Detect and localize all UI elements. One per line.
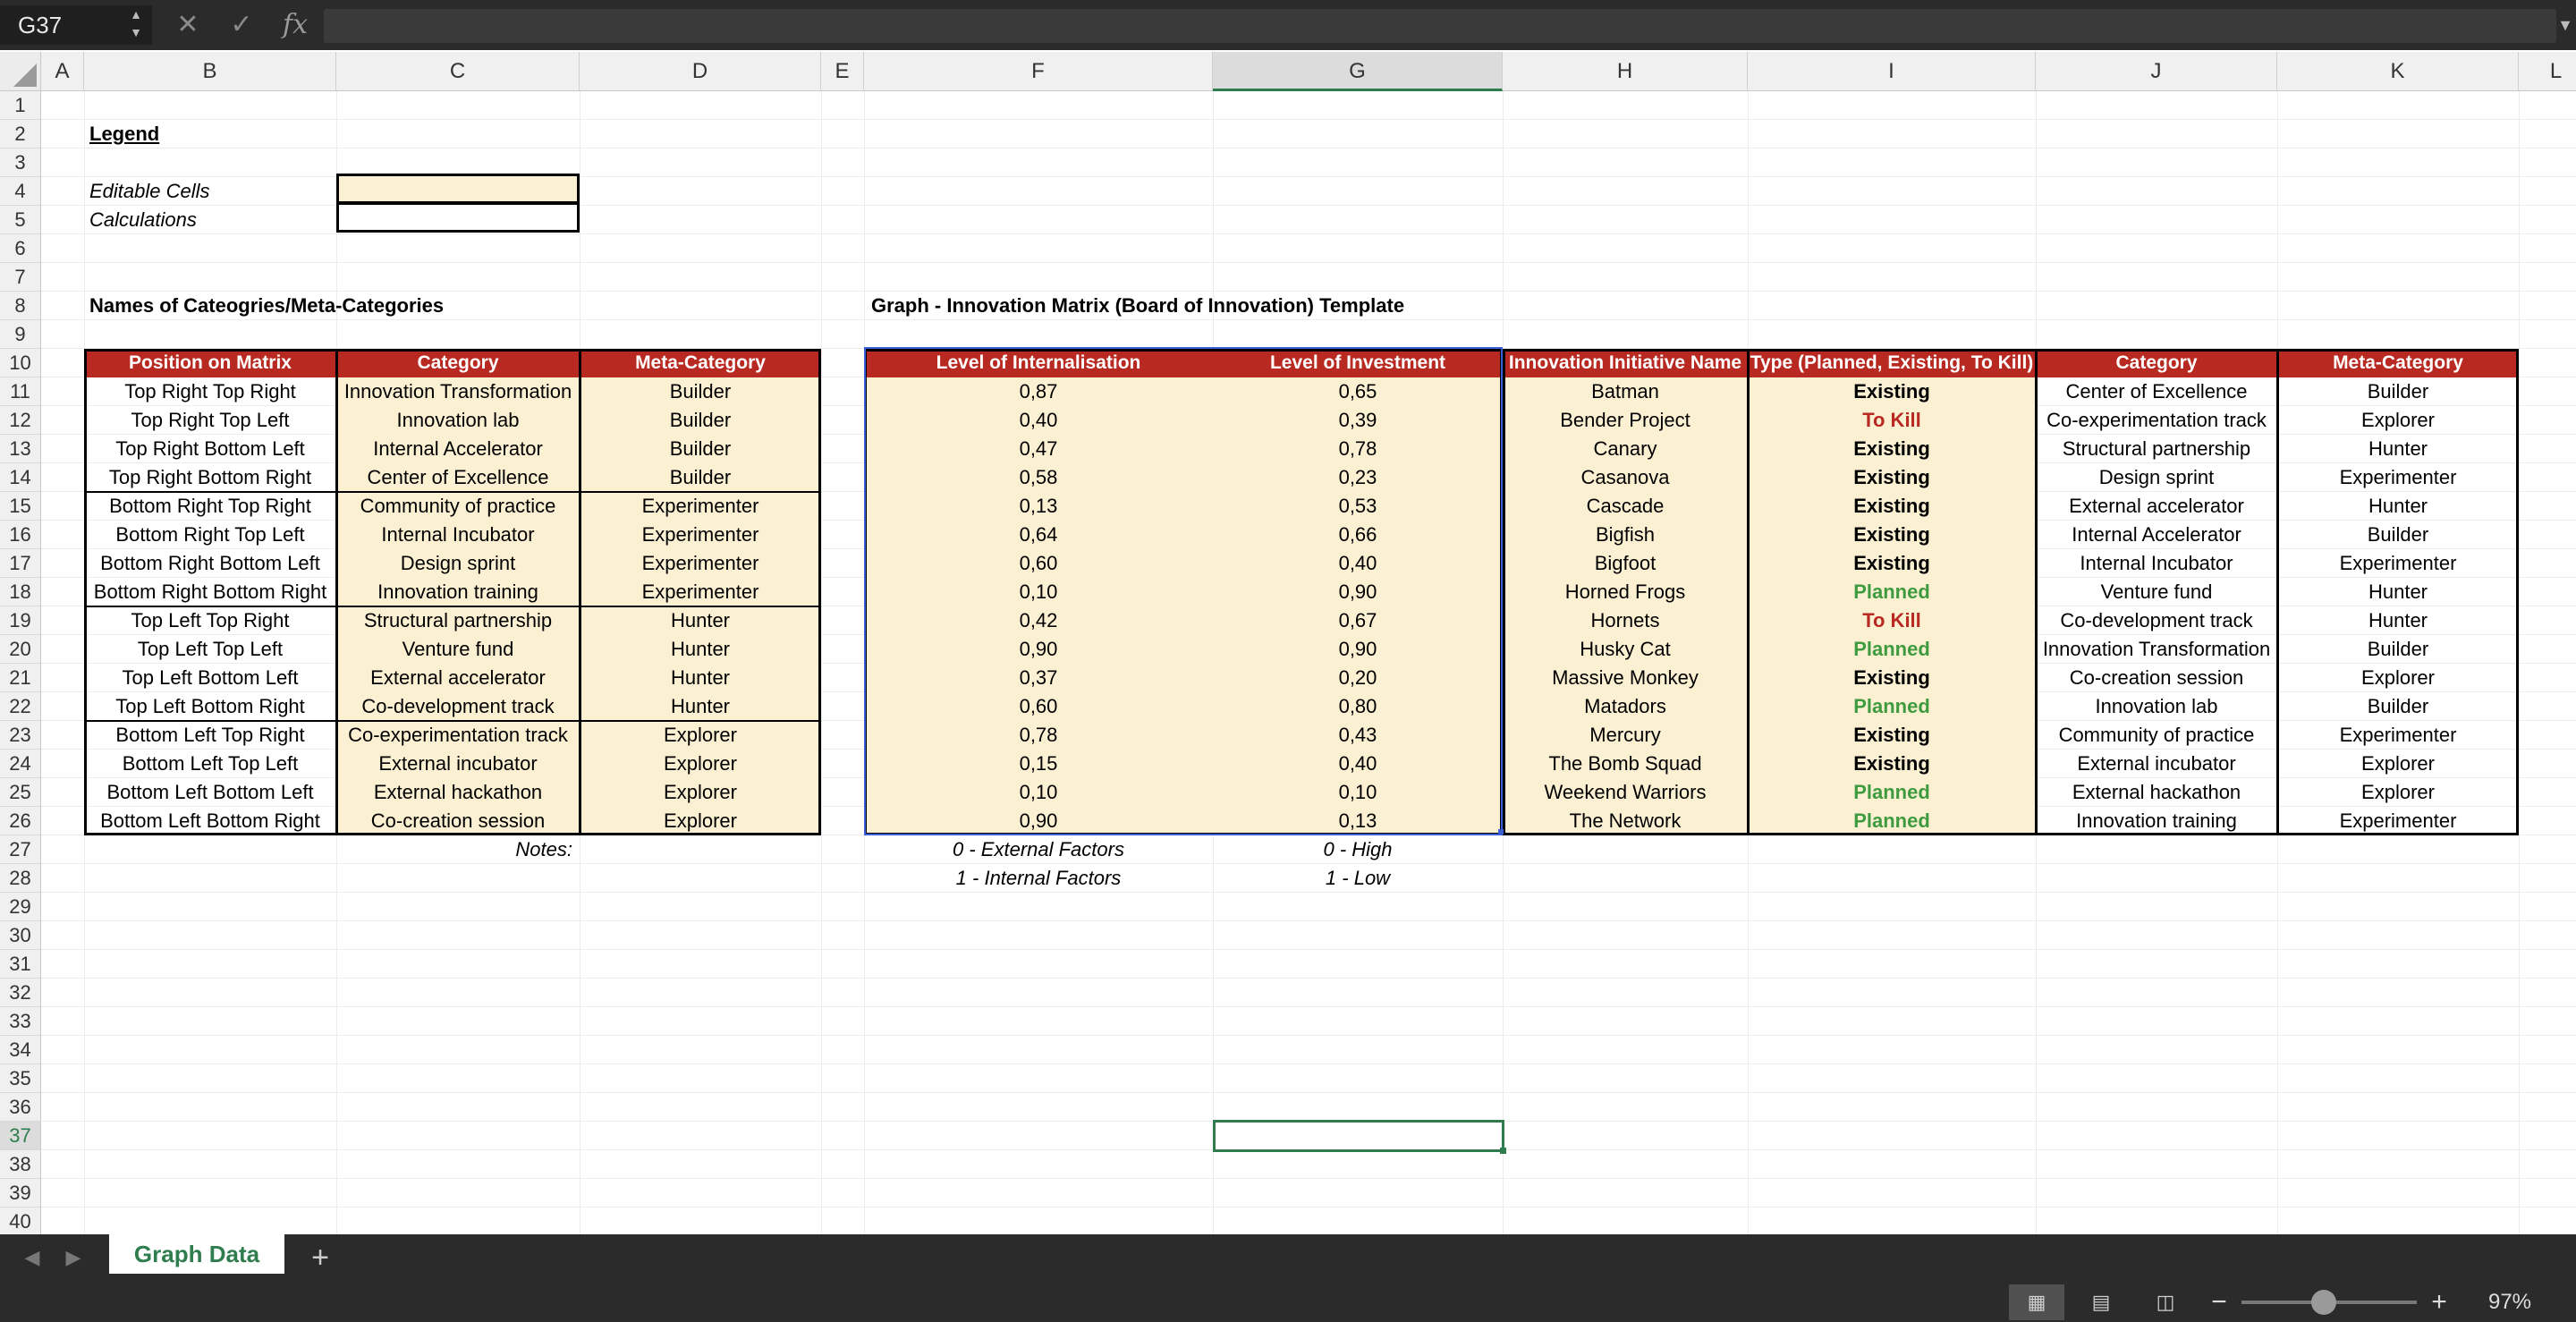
check-icon[interactable]: ✓: [230, 10, 253, 39]
row-header-20[interactable]: 20: [0, 635, 41, 664]
graph-cell: Existing: [1853, 552, 1930, 574]
categories-cell: Design sprint: [400, 552, 516, 574]
row-header-35[interactable]: 35: [0, 1064, 41, 1093]
graph-cell: 0,87: [1019, 380, 1058, 403]
gridline-horizontal: [41, 1207, 2576, 1208]
graph-cell: Experimenter: [2339, 724, 2457, 746]
graph-cell: Existing: [1853, 724, 1930, 746]
categories-cell: Bottom Left Bottom Left: [106, 781, 314, 803]
categories-cell: Hunter: [670, 666, 731, 689]
graph-cell: Bigfish: [1595, 523, 1656, 546]
note-invest-0: 0 - High: [1323, 838, 1393, 860]
row-header-29[interactable]: 29: [0, 893, 41, 921]
formula-input[interactable]: [324, 9, 2556, 43]
graph-cell: 0,47: [1019, 437, 1058, 460]
row-header-40[interactable]: 40: [0, 1208, 41, 1234]
categories-cell: Top Right Top Right: [124, 380, 296, 403]
active-cell-fill-handle[interactable]: [1500, 1148, 1506, 1154]
graph-cell: Center of Excellence: [2065, 380, 2248, 403]
categories-cell: Bottom Left Top Left: [122, 752, 299, 775]
categories-cell: Hunter: [670, 638, 731, 660]
note-internal-1: 1 - Internal Factors: [955, 867, 1122, 889]
note-internal-0: 0 - External Factors: [953, 838, 1124, 860]
row-header-25[interactable]: 25: [0, 778, 41, 807]
graph-cell: 0,78: [1338, 437, 1377, 460]
graph-cell: Builder: [2367, 638, 2429, 660]
categories-cell: Innovation lab: [396, 409, 520, 431]
row-header-26[interactable]: 26: [0, 807, 41, 835]
categories-column-divider: [579, 349, 581, 835]
gridline-horizontal: [41, 1178, 2576, 1179]
graph-cell: Bender Project: [1560, 409, 1690, 431]
graph-cell: Co-creation session: [2069, 666, 2244, 689]
graph-cell: 0,37: [1019, 666, 1058, 689]
graph-cell: Husky Cat: [1580, 638, 1671, 660]
row-header-38[interactable]: 38: [0, 1150, 41, 1179]
row-header-19[interactable]: 19: [0, 606, 41, 635]
categories-table-border: [84, 349, 821, 835]
categories-cell: Explorer: [664, 781, 737, 803]
graph-cell: 0,43: [1338, 724, 1377, 746]
graph-cell: 0,40: [1338, 752, 1377, 775]
categories-cell: Builder: [669, 380, 732, 403]
graph-cell: Internal Incubator: [2080, 552, 2233, 574]
column-header-h[interactable]: H: [1503, 52, 1748, 91]
column-header-a[interactable]: A: [41, 52, 84, 91]
column-header-f[interactable]: F: [864, 52, 1213, 91]
row-header-17[interactable]: 17: [0, 549, 41, 578]
graph-column-divider: [1747, 349, 1750, 835]
graph-cell: 0,58: [1019, 466, 1058, 488]
graph-cell: The Bomb Squad: [1548, 752, 1702, 775]
graph-header-cell: Category: [2115, 352, 2198, 373]
active-cell-outline[interactable]: [1213, 1120, 1504, 1152]
categories-cell: Builder: [669, 466, 732, 488]
categories-cell: Top Left Top Left: [137, 638, 284, 660]
select-all-button[interactable]: [0, 52, 41, 91]
gridline-horizontal: [41, 119, 2576, 120]
legend-editable-label: Editable Cells: [89, 180, 210, 202]
cross-icon[interactable]: ✕: [176, 10, 199, 39]
row-header-9[interactable]: 9: [0, 320, 41, 349]
row-header-16[interactable]: 16: [0, 521, 41, 549]
graph-lookup-border: [1503, 349, 2519, 835]
categories-cell: Bottom Left Bottom Right: [100, 809, 320, 832]
row-header-7[interactable]: 7: [0, 263, 41, 292]
row-header-27[interactable]: 27: [0, 835, 41, 864]
row-header-15[interactable]: 15: [0, 492, 41, 521]
row-header-39[interactable]: 39: [0, 1179, 41, 1208]
graph-cell: 0,90: [1019, 638, 1058, 660]
graph-cell: 0,10: [1019, 580, 1058, 603]
graph-cell: Builder: [2367, 380, 2429, 403]
graph-cell: 0,39: [1338, 409, 1377, 431]
minus-icon[interactable]: −: [2211, 1287, 2227, 1317]
categories-cell: Top Right Top Left: [131, 409, 290, 431]
column-header-k[interactable]: K: [2277, 52, 2519, 91]
tab-prev-icon[interactable]: ◀: [24, 1246, 40, 1268]
graph-header-cell: Meta-Category: [2333, 352, 2463, 373]
chevron-down-icon[interactable]: ▼: [2557, 16, 2573, 34]
graph-header-cell: Innovation Initiative Name: [1508, 352, 1742, 373]
categories-cell: Explorer: [664, 809, 737, 832]
graph-title: Graph - Innovation Matrix (Board of Innovation) Template: [871, 294, 1405, 317]
graph-cell: External accelerator: [2069, 495, 2244, 517]
graph-cell: 0,90: [1019, 809, 1058, 832]
graph-cell: Planned: [1853, 580, 1930, 603]
categories-cell: Bottom Left Top Right: [115, 724, 305, 746]
gridline-horizontal: [41, 233, 2576, 234]
categories-cell: Top Right Bottom Right: [108, 466, 312, 488]
categories-cell: Co-experimentation track: [348, 724, 568, 746]
row-header-18[interactable]: 18: [0, 578, 41, 606]
graph-cell: Experimenter: [2339, 552, 2457, 574]
normal-view-icon[interactable]: ▦: [2009, 1284, 2064, 1320]
row-header-8[interactable]: 8: [0, 292, 41, 320]
graph-cell: Existing: [1853, 380, 1930, 403]
graph-cell: 0,53: [1338, 495, 1377, 517]
column-header-g[interactable]: G: [1213, 52, 1503, 91]
categories-cell: Co-development track: [361, 695, 555, 717]
column-header-i[interactable]: I: [1748, 52, 2036, 91]
graph-cell: 0,90: [1338, 580, 1377, 603]
graph-cell: Existing: [1853, 523, 1930, 546]
graph-cell: Hunter: [2368, 437, 2428, 460]
graph-cell: Builder: [2367, 695, 2429, 717]
notes-label: Notes:: [515, 838, 572, 860]
graph-cell: 0,10: [1019, 781, 1058, 803]
range-fill-handle[interactable]: [1498, 829, 1504, 835]
row-header-36[interactable]: 36: [0, 1093, 41, 1122]
categories-cell: Innovation Transformation: [343, 380, 572, 403]
row-header-22[interactable]: 22: [0, 692, 41, 721]
row-header-4[interactable]: 4: [0, 177, 41, 206]
categories-cell: Explorer: [664, 752, 737, 775]
graph-cell: Existing: [1853, 437, 1930, 460]
graph-cell: 0,60: [1019, 695, 1058, 717]
row-header-31[interactable]: 31: [0, 950, 41, 979]
graph-cell: Planned: [1853, 638, 1930, 660]
graph-cell: Explorer: [2361, 752, 2435, 775]
categories-cell: Top Right Bottom Left: [115, 437, 305, 460]
categories-cell: Hunter: [670, 609, 731, 631]
graph-cell: Explorer: [2361, 409, 2435, 431]
graph-cell: Planned: [1853, 809, 1930, 832]
row-header-23[interactable]: 23: [0, 721, 41, 750]
graph-cell: Weekend Warriors: [1544, 781, 1707, 803]
graph-cell: 0,40: [1019, 409, 1058, 431]
categories-header-cell: Category: [417, 352, 499, 373]
categories-group-divider: [84, 606, 821, 607]
graph-cell: 0,67: [1338, 609, 1377, 631]
row-header-5[interactable]: 5: [0, 206, 41, 234]
row-header-14[interactable]: 14: [0, 463, 41, 492]
fx-icon[interactable]: fx: [282, 9, 309, 40]
graph-cell: Innovation training: [2076, 809, 2237, 832]
categories-cell: Internal Accelerator: [373, 437, 543, 460]
categories-cell: Hunter: [670, 695, 731, 717]
range-selection-outline: [864, 347, 1503, 835]
graph-cell: Hornets: [1590, 609, 1660, 631]
graph-cell: The Network: [1569, 809, 1682, 832]
categories-cell: Experimenter: [641, 495, 759, 517]
tab-next-icon[interactable]: ▶: [65, 1246, 81, 1268]
graph-cell: 0,64: [1019, 523, 1058, 546]
categories-group-divider: [84, 720, 821, 722]
row-header-28[interactable]: 28: [0, 864, 41, 893]
legend-title: Legend: [89, 123, 160, 145]
graph-header-cell: Level of Investment: [1269, 352, 1446, 373]
graph-cell: Massive Monkey: [1552, 666, 1699, 689]
graph-cell: 0,90: [1338, 638, 1377, 660]
column-header-d[interactable]: D: [580, 52, 821, 91]
categories-title: Names of Cateogries/Meta-Categories: [89, 294, 445, 317]
gridline-horizontal: [41, 1006, 2576, 1007]
page-break-view-icon[interactable]: ◫: [2156, 1291, 2175, 1313]
graph-cell: Batman: [1591, 380, 1659, 403]
graph-cell: Design sprint: [2098, 466, 2215, 488]
categories-cell: Center of Excellence: [367, 466, 549, 488]
row-header-21[interactable]: 21: [0, 664, 41, 692]
graph-cell: Explorer: [2361, 781, 2435, 803]
row-header-10[interactable]: 10: [0, 349, 41, 377]
categories-cell: External incubator: [378, 752, 538, 775]
graph-header-cell: Level of Internalisation: [936, 352, 1141, 373]
legend-editable-swatch: [336, 174, 580, 204]
categories-cell: Bottom Right Top Right: [109, 495, 311, 517]
categories-group-divider: [84, 491, 821, 493]
column-header-e[interactable]: E: [821, 52, 864, 91]
categories-cell: Venture fund: [402, 638, 514, 660]
graph-cell: Experimenter: [2339, 466, 2457, 488]
graph-cell: Explorer: [2361, 666, 2435, 689]
graph-cell: Co-development track: [2060, 609, 2253, 631]
categories-cell: Top Left Bottom Right: [115, 695, 305, 717]
graph-header-cell: Type (Planned, Existing, To Kill): [1750, 352, 2034, 373]
graph-cell: Community of practice: [2058, 724, 2255, 746]
graph-cell: Existing: [1853, 666, 1930, 689]
graph-cell: Existing: [1853, 466, 1930, 488]
graph-cell: 0,60: [1019, 552, 1058, 574]
graph-cell: Structural partnership: [2062, 437, 2251, 460]
legend-calc-label: Calculations: [89, 208, 197, 231]
categories-cell: Bottom Right Top Left: [115, 523, 305, 546]
graph-cell: 0,80: [1338, 695, 1377, 717]
graph-cell: 0,10: [1338, 781, 1377, 803]
categories-column-divider: [335, 349, 338, 835]
column-header-l[interactable]: L: [2519, 52, 2576, 91]
graph-cell: 0,13: [1019, 495, 1058, 517]
categories-cell: Internal Incubator: [381, 523, 535, 546]
graph-cell: Existing: [1853, 495, 1930, 517]
gridline-horizontal: [41, 1035, 2576, 1036]
row-header-12[interactable]: 12: [0, 406, 41, 435]
categories-cell: Top Left Bottom Left: [122, 666, 299, 689]
graph-cell: Existing: [1853, 752, 1930, 775]
categories-header-cell: Position on Matrix: [128, 352, 292, 373]
categories-cell: External accelerator: [370, 666, 546, 689]
graph-cell: 0,15: [1019, 752, 1058, 775]
graph-column-divider: [2035, 349, 2038, 835]
graph-cell: 0,66: [1338, 523, 1377, 546]
graph-cell: 0,20: [1338, 666, 1377, 689]
row-header-24[interactable]: 24: [0, 750, 41, 778]
graph-cell: 0,42: [1019, 609, 1058, 631]
graph-cell: Innovation lab: [2095, 695, 2218, 717]
graph-cell: 0,78: [1019, 724, 1058, 746]
graph-cell: External incubator: [2077, 752, 2236, 775]
graph-cell: Planned: [1853, 781, 1930, 803]
graph-cell: Bigfoot: [1594, 552, 1657, 574]
zoom-slider-knob[interactable]: [2311, 1290, 2336, 1315]
gridline-horizontal: [41, 1092, 2576, 1093]
graph-cell: Casanova: [1580, 466, 1670, 488]
graph-cell: Hunter: [2368, 609, 2428, 631]
name-box[interactable]: G37: [0, 5, 152, 45]
categories-cell: Community of practice: [360, 495, 556, 517]
legend-calc-swatch: [336, 202, 580, 233]
categories-cell: Builder: [669, 409, 732, 431]
graph-cell: 0,65: [1338, 380, 1377, 403]
column-header-c[interactable]: C: [336, 52, 580, 91]
column-header-b[interactable]: B: [84, 52, 336, 91]
categories-cell: Experimenter: [641, 552, 759, 574]
graph-cell: Matadors: [1584, 695, 1666, 717]
graph-cell: Experimenter: [2339, 809, 2457, 832]
name-box-stepper-icon[interactable]: ▲ ▼: [130, 7, 142, 39]
categories-cell: Top Left Top Right: [131, 609, 290, 631]
graph-cell: 0,13: [1338, 809, 1377, 832]
select-all-icon: [13, 64, 37, 87]
note-invest-1: 1 - Low: [1325, 867, 1391, 889]
row-header-11[interactable]: 11: [0, 377, 41, 406]
row-header-3[interactable]: 3: [0, 148, 41, 177]
zoom-percentage[interactable]: 97%: [2487, 1290, 2532, 1314]
categories-cell: Co-creation session: [370, 809, 546, 832]
graph-cell: Planned: [1853, 695, 1930, 717]
graph-cell: Hunter: [2368, 580, 2428, 603]
plus-icon[interactable]: +: [2431, 1287, 2447, 1317]
sheet-tab-graph-data[interactable]: Graph Data: [109, 1234, 284, 1274]
categories-cell: Builder: [669, 437, 732, 460]
categories-header-cell: Meta-Category: [635, 352, 766, 373]
graph-cell: Horned Frogs: [1564, 580, 1686, 603]
page-layout-view-icon[interactable]: ▤: [2091, 1291, 2111, 1313]
status-bar: [0, 1281, 2576, 1322]
row-header-6[interactable]: 6: [0, 234, 41, 263]
categories-cell: Bottom Right Bottom Right: [93, 580, 327, 603]
row-header-13[interactable]: 13: [0, 435, 41, 463]
graph-cell: Co-experimentation track: [2046, 409, 2267, 431]
graph-cell: Internal Accelerator: [2072, 523, 2241, 546]
graph-cell: To Kill: [1862, 609, 1921, 631]
sheet-tab-bar: [0, 1234, 2576, 1281]
graph-cell: Hunter: [2368, 495, 2428, 517]
row-header-32[interactable]: 32: [0, 979, 41, 1007]
graph-cell: Innovation Transformation: [2042, 638, 2271, 660]
graph-cell: Builder: [2367, 523, 2429, 546]
row-header-37[interactable]: 37: [0, 1122, 41, 1150]
graph-cell: To Kill: [1862, 409, 1921, 431]
graph-cell: Venture fund: [2100, 580, 2213, 603]
graph-cell: Cascade: [1586, 495, 1665, 517]
gridline-horizontal: [41, 949, 2576, 950]
categories-cell: External hackathon: [373, 781, 543, 803]
formula-bar: [0, 0, 2576, 50]
add-sheet-button[interactable]: +: [311, 1241, 329, 1275]
graph-column-divider: [2276, 349, 2279, 835]
row-header-30[interactable]: 30: [0, 921, 41, 950]
gridline-horizontal: [41, 978, 2576, 979]
graph-cell: Mercury: [1589, 724, 1661, 746]
column-header-j[interactable]: J: [2036, 52, 2277, 91]
categories-cell: Experimenter: [641, 523, 759, 546]
row-header-34[interactable]: 34: [0, 1036, 41, 1064]
graph-cell: External hackathon: [2072, 781, 2241, 803]
gridline-horizontal: [41, 920, 2576, 921]
categories-cell: Structural partnership: [363, 609, 553, 631]
gridline-horizontal: [41, 262, 2576, 263]
graph-cell: 0,23: [1338, 466, 1377, 488]
row-header-33[interactable]: 33: [0, 1007, 41, 1036]
graph-cell: Canary: [1593, 437, 1657, 460]
spreadsheet-grid[interactable]: [0, 52, 2576, 1234]
row-header-1[interactable]: 1: [0, 91, 41, 120]
categories-cell: Innovation training: [377, 580, 538, 603]
categories-cell: Bottom Right Bottom Left: [100, 552, 320, 574]
graph-cell: 0,40: [1338, 552, 1377, 574]
categories-cell: Explorer: [664, 724, 737, 746]
categories-cell: Experimenter: [641, 580, 759, 603]
row-header-2[interactable]: 2: [0, 120, 41, 148]
